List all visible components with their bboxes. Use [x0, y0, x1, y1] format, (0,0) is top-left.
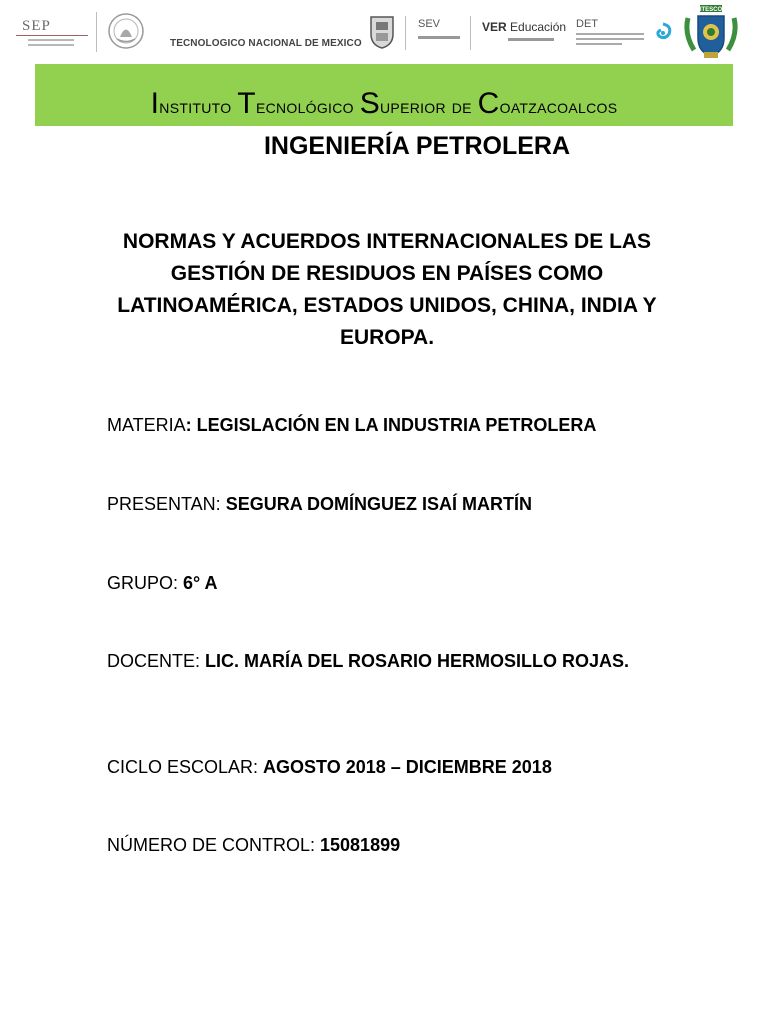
- sep-logo-subtext-2: [28, 44, 74, 46]
- logo-divider: [470, 16, 471, 50]
- veracruz-shield-icon: [368, 14, 396, 50]
- mexico-coat-of-arms-icon: [106, 10, 146, 52]
- field-label: MATERIA: [107, 415, 186, 435]
- institute-name-initial: T: [237, 87, 256, 120]
- institute-name-word: oatzacoalcos: [499, 96, 618, 118]
- ver-educacion-logo-text: [482, 20, 566, 34]
- itesco-crest-icon: [682, 4, 740, 62]
- field-value: LIC. MARÍA DEL ROSARIO HERMOSILLO ROJAS.: [205, 651, 630, 671]
- field-value: : LEGISLACIÓN EN LA INDUSTRIA PETROLERA: [185, 415, 597, 435]
- field-ciclo-escolar: [107, 754, 687, 780]
- logo-header: [0, 0, 768, 62]
- institute-banner: [35, 64, 733, 126]
- institute-name-word: ecnológico: [255, 96, 360, 118]
- field-value: 15081899: [320, 835, 401, 855]
- field-label: NÚMERO DE CONTROL:: [107, 835, 321, 855]
- field-docente: [107, 648, 687, 674]
- ver-logo-subtext: [508, 38, 554, 41]
- sev-logo-subtext: [418, 36, 460, 39]
- educacion-logo-word: Educación: [510, 20, 567, 34]
- field-label: DOCENTE:: [107, 651, 206, 671]
- institute-name-word: nstituto: [159, 96, 238, 118]
- swirl-logo-icon: [652, 22, 674, 44]
- det-logo-subtext: [576, 33, 644, 35]
- det-logo-subtext-2: [576, 38, 644, 40]
- field-value: 6° A: [183, 573, 218, 593]
- ver-logo-bold: VER: [482, 20, 507, 34]
- field-grupo: [107, 570, 687, 596]
- itesco-logo-text: ITESCO: [699, 7, 723, 13]
- field-label: CICLO ESCOLAR:: [107, 757, 264, 777]
- institute-name-word: uperior de: [380, 96, 478, 118]
- sep-logo-subtext: [28, 39, 74, 41]
- sep-logo-rule: [16, 35, 88, 36]
- det-logo-subtext-3: [576, 43, 622, 45]
- field-materia: [107, 412, 687, 438]
- field-numero-control: [107, 832, 687, 858]
- sev-logo-text: SEV: [418, 18, 441, 30]
- field-presentan: [107, 491, 687, 517]
- logo-divider: [405, 16, 406, 50]
- institute-name-initial: C: [477, 87, 500, 120]
- field-label: PRESENTAN:: [107, 494, 226, 514]
- institute-name-initial: S: [359, 87, 381, 120]
- field-value: SEGURA DOMÍNGUEZ ISAÍ MARTÍN: [225, 494, 533, 514]
- sep-logo-text: SEP: [22, 18, 51, 34]
- field-value: AGOSTO 2018 – DICIEMBRE 2018: [263, 757, 552, 777]
- tecnm-label: TECNOLOGICO NACIONAL DE MEXICO: [170, 38, 362, 49]
- field-label: GRUPO:: [107, 573, 184, 593]
- institute-name: [151, 69, 618, 121]
- document-topic: NORMAS Y ACUERDOS INTERNACIONALES DE LAS GESTIÓN DE RESIDUOS EN PAÍSES COMO LATINOAMÉRICA, ESTADOS UNIDOS, CHINA, INDIA Y EUROPA.: [117, 230, 657, 349]
- institute-name-initial: I: [150, 87, 160, 120]
- career-title: INGENIERÍA PETROLERA: [263, 132, 571, 160]
- det-logo-text: DET: [576, 18, 598, 30]
- logo-divider: [96, 12, 97, 52]
